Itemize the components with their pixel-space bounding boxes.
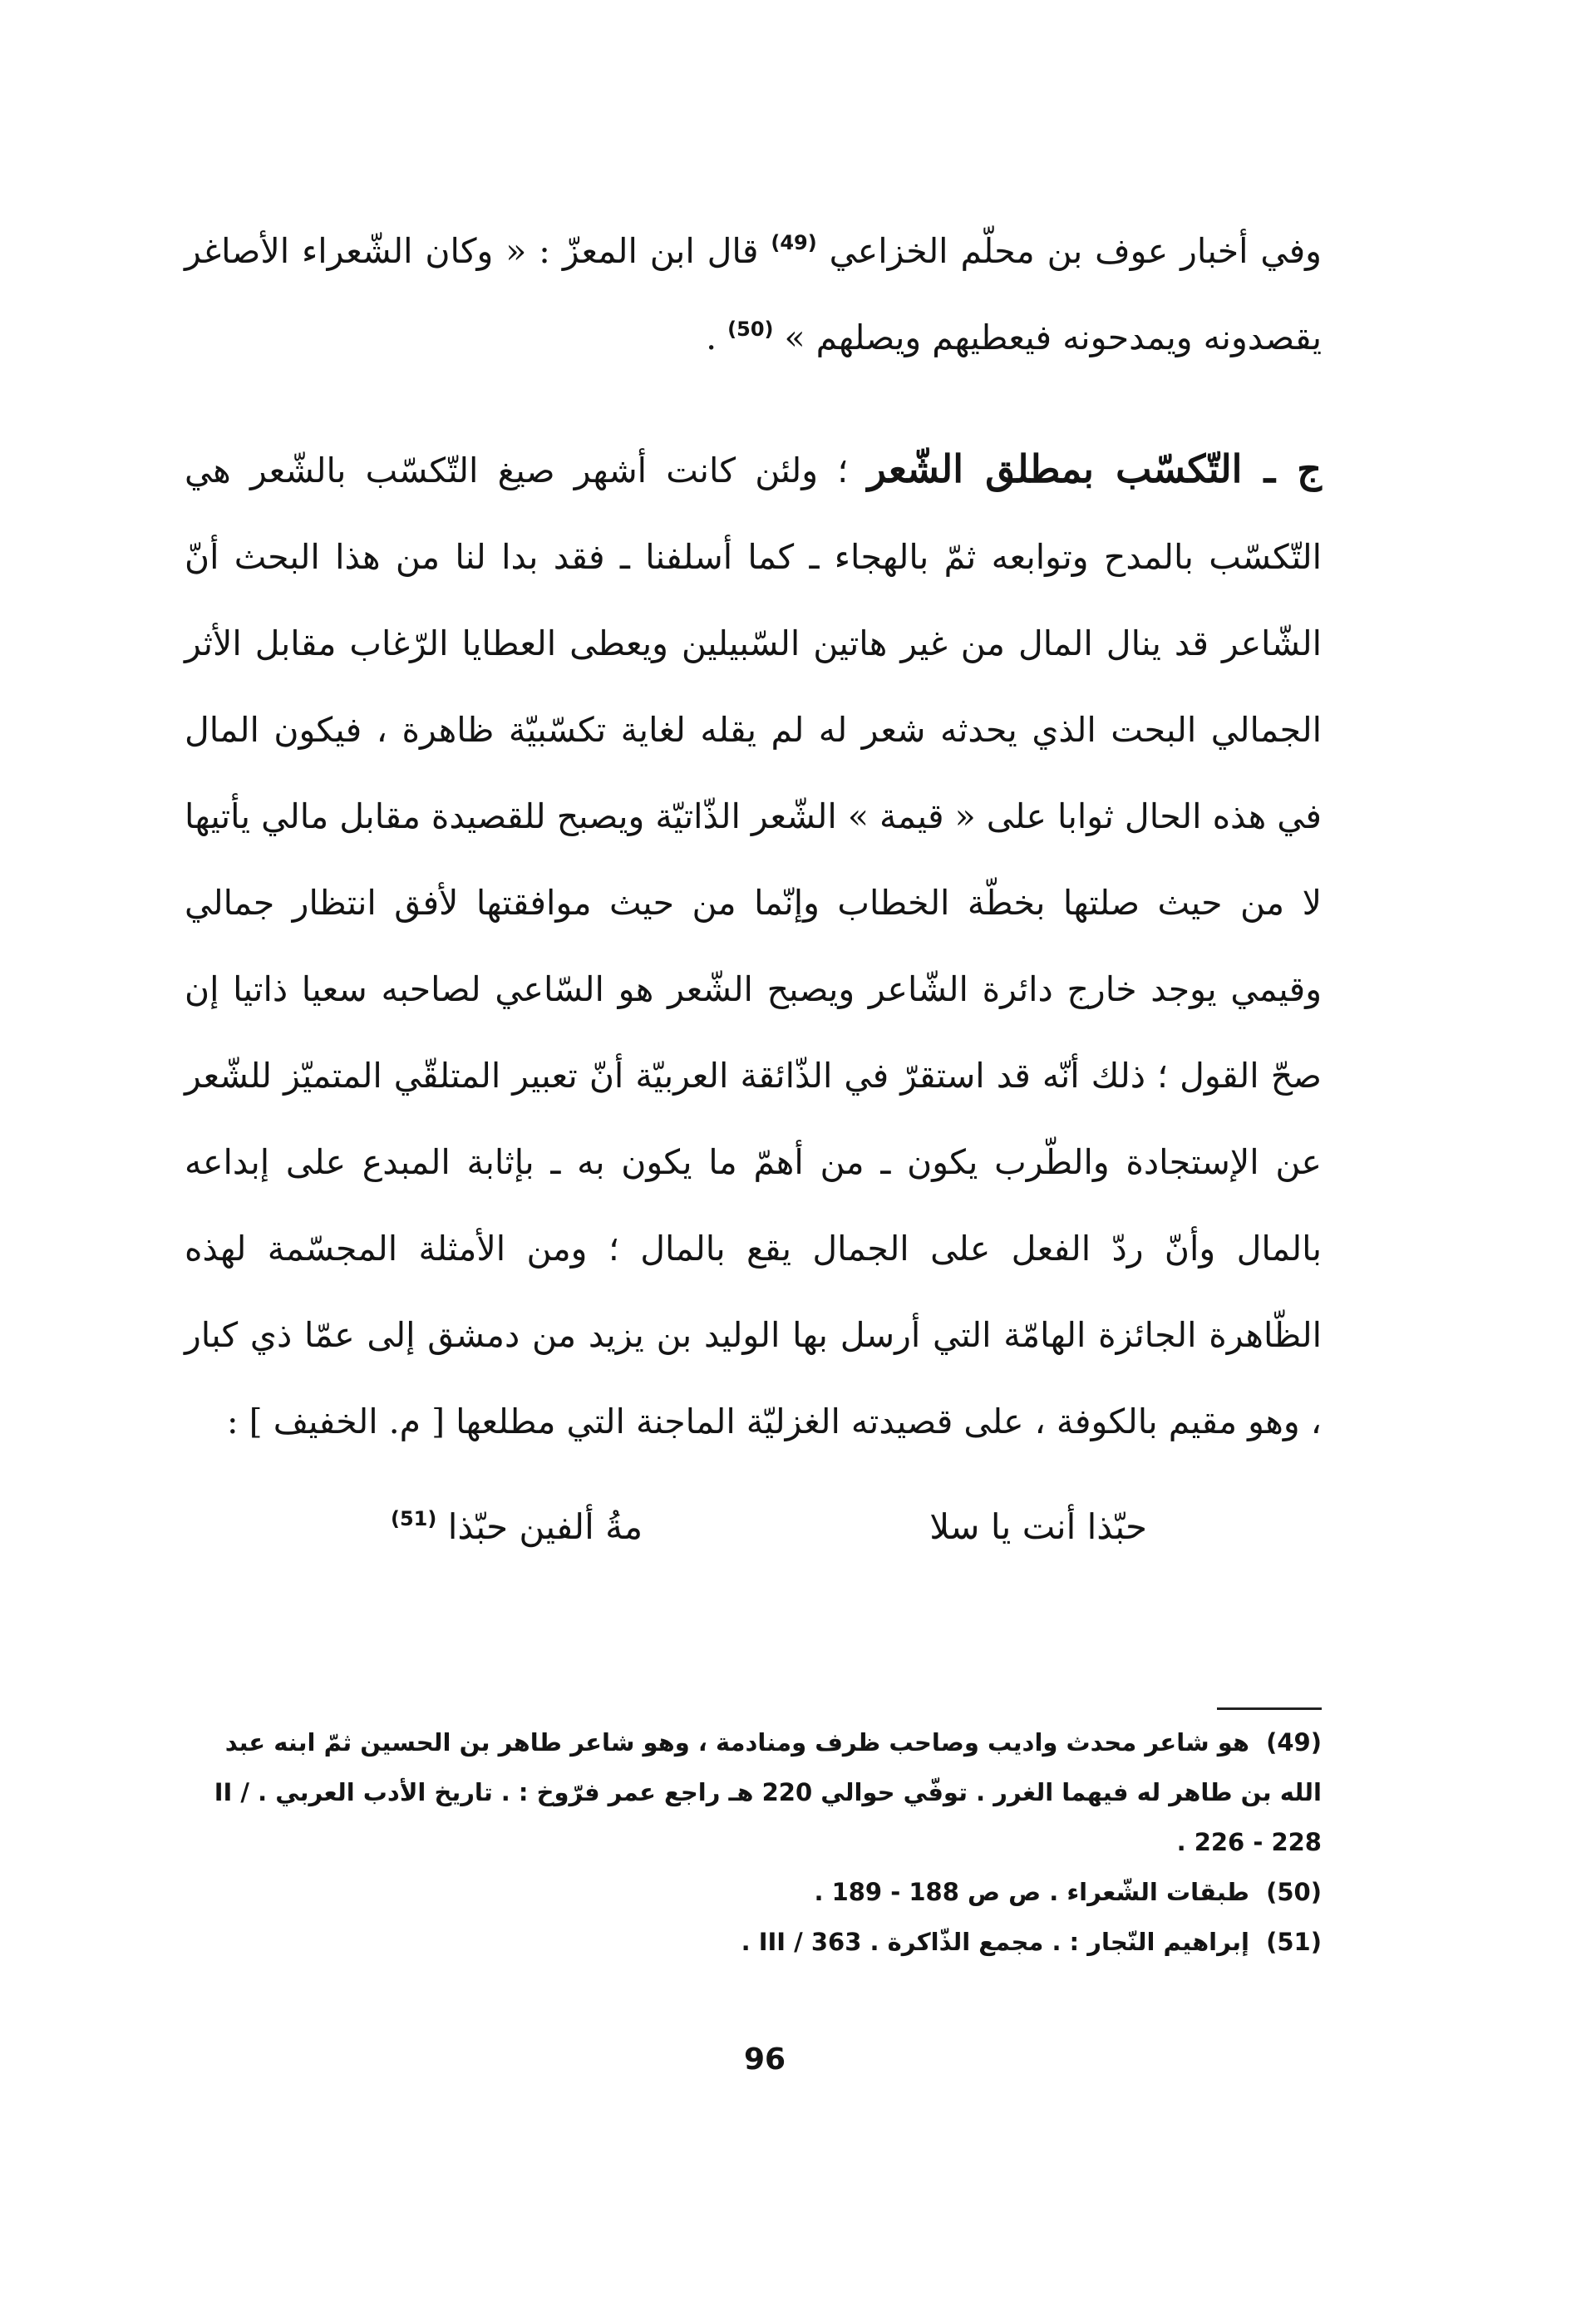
intro-paragraph bbox=[185, 208, 1322, 381]
footnote-item bbox=[185, 1867, 1322, 1917]
footnote-number: (50) bbox=[1266, 1878, 1322, 1906]
footnote-divider bbox=[1217, 1707, 1322, 1710]
verse-second-hemistich bbox=[391, 1481, 643, 1573]
section-paragraph bbox=[185, 426, 1322, 1465]
intro-text-continued: قال ابن المعزّ : « وكان الشّعراء الأصاغر يقصدونه ويمدحونه فيعطيهم ويصلهم » bbox=[185, 231, 1322, 357]
footnote-item bbox=[185, 1917, 1322, 1967]
intro-end: . bbox=[706, 318, 717, 357]
section-body: ؛ ولئن كانت أشهر صيغ التّكسّب بالشّعر هي التّكسّب بالمدح وتوابعه ثمّ بالهجاء ـ كما أسلفنا ـ فقد بدا لنا من هذا البحث أنّ الشّاعر قد ينال المال من غير هاتين السّبيلين ويعطى العطايا الرّغاب مقابل الأثر الجمالي البحت الذي يحدثه شعر له لم يقله لغاية تكسّبيّة ظاهرة ، فيكون المال في هذه الحال ثوابا على « قيمة » الشّعر الذّاتيّة ويصبح للقصيدة مقابل مالي يأتيها لا من حيث صلتها بخطّة الخطاب وإنّما من حيث موافقتها لأفق انتظار جمالي وقيمي يوجد خارج دائرة الشّاعر ويصبح الشّعر هو السّاعي لصاحبه سعيا ذاتيا إن صحّ القول ؛ ذلك أنّه قد استقرّ في الذّائقة العربيّة أنّ تعبير المتلقّي المتميّز للشّعر عن الإستجادة والطّرب يكون ـ من أهمّ ما يكون به ـ بإثابة المبدع على إبداعه بالمال وأنّ ردّ الفعل على الجمال يقع بالمال ؛ ومن الأمثلة المجسّمة لهذه الظّاهرة الجائزة الهامّة التي أرسل بها الوليد بن يزيد من دمشق إلى عمّا ذي كبار ، وهو مقيم بالكوفة ، على قصيدته الغزليّة الماجنة التي مطلعها [ م. الخفيف ] : bbox=[184, 451, 1322, 1441]
poem-verse bbox=[274, 1481, 1147, 1573]
footnote-ref-50: (50) bbox=[727, 318, 774, 341]
footnote-text: إبراهيم النّجار : . مجمع الذّاكرة . III / 363 . bbox=[741, 1928, 1249, 1956]
footnote-ref-51: (51) bbox=[391, 1507, 437, 1530]
footnotes-list bbox=[185, 1717, 1322, 1967]
footnote-text: طبقات الشّعراء . ص ص 188 - 189 . bbox=[814, 1878, 1249, 1906]
intro-text: وفي أخبار عوف بن محلّم الخزاعي bbox=[829, 231, 1322, 271]
verse-first-hemistich: حبّذا أنت يا سلا bbox=[929, 1506, 1147, 1547]
footnote-number: (49) bbox=[1266, 1728, 1322, 1757]
footnote-text: هو شاعر محدث واديب وصاحب ظرف ومنادمة ، وهو شاعر طاهر بن الحسين ثمّ ابنه عبد الله بن طاهر له فيهما الغرر . توفّي حوالي 220 هـ راجع عمر فرّوخ : . تاريخ الأدب العربي . II / 226 - 228 . bbox=[214, 1728, 1322, 1856]
page-number: 96 bbox=[743, 2042, 786, 2077]
section-heading: ج ـ التّكسّب بمطلق الشّعر bbox=[867, 446, 1322, 491]
verse-second-text: مةُ ألفين حبّذا bbox=[447, 1506, 643, 1547]
footnote-ref-49: (49) bbox=[771, 231, 817, 254]
footnote-item bbox=[185, 1717, 1322, 1867]
footnote-number: (51) bbox=[1266, 1928, 1322, 1956]
